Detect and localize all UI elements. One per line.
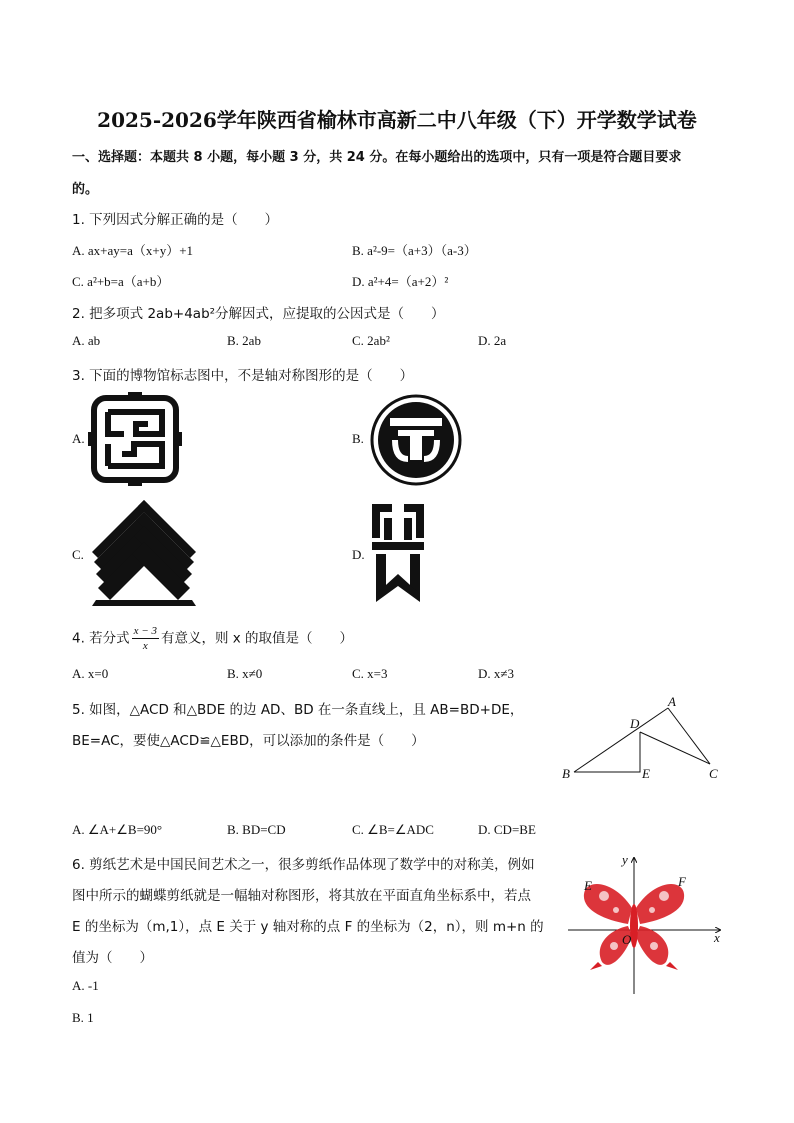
q3-option-b: B. <box>352 431 364 446</box>
q5-option-b: B. BD=CD <box>227 822 286 837</box>
q4-fraction-denominator: x <box>142 640 148 652</box>
q6-label-o: O <box>622 932 632 947</box>
q5-label-a: A <box>668 694 676 709</box>
q4-option-a: A. x=0 <box>72 666 109 681</box>
question-3-stem: 3. 下面的博物馆标志图中，不是轴对称图形的是（ ） <box>72 368 414 384</box>
q5-label-b: B <box>562 766 570 781</box>
q4-stem-post: 有意义，则 x 的取值是（ ） <box>160 630 354 647</box>
q1-option-b: B. a²-9=（a+3）（a-3） <box>352 243 477 258</box>
question-1-stem: 1. 下列因式分解正确的是（ ） <box>72 212 279 228</box>
q6-label-f: F <box>678 874 686 889</box>
question-5-line-1: 5. 如图，△ACD 和△BDE 的边 AD、BD 在一条直线上，且 AB=BD+DE， <box>72 702 524 718</box>
q3-option-d: D. <box>352 547 365 562</box>
question-6-line-3: E 的坐标为（m,1），点 E 关于 y 轴对称的点 F 的坐标为（2，n），则 m+n 的 <box>72 919 544 935</box>
q6-label-x: x <box>714 930 720 945</box>
q6-option-b: B. 1 <box>72 1010 94 1025</box>
q2-option-c: C. 2ab² <box>352 333 390 348</box>
question-5-line-2: BE=AC，要使△ACD≌△EBD，可以添加的条件是（ ） <box>72 733 425 749</box>
museum-logo-b <box>368 392 464 488</box>
q4-option-d: D. x≠3 <box>478 666 515 681</box>
question-6-line-2: 图中所示的蝴蝶剪纸就是一幅轴对称图形，将其放在平面直角坐标系中，若点 <box>72 888 531 904</box>
q1-option-d: D. a²+4=（a+2）² <box>352 274 449 289</box>
q5-option-c: C. ∠B=∠ADC <box>352 822 434 837</box>
q5-option-a: A. ∠A+∠B=90° <box>72 822 163 837</box>
section-heading: 一、选择题：本题共 8 小题，每小题 3 分，共 24 分。在每小题给出的选项中，只有一项是符合题目要求 <box>72 150 682 165</box>
q4-fraction <box>132 624 159 653</box>
q6-butterfly-figure <box>564 850 728 996</box>
q5-triangle-figure <box>556 692 726 784</box>
q4-stem-pre: 4. 若分式 <box>72 630 130 647</box>
q4-fraction-numerator: x − 3 <box>133 625 157 637</box>
exam-title: 2025-2026学年陕西省榆林市高新二中八年级（下）开学数学试卷 <box>97 108 697 132</box>
q3-option-a: A. <box>72 431 85 446</box>
museum-logo-a <box>88 392 182 486</box>
question-6-line-4: 值为（ ） <box>72 950 153 966</box>
q5-label-e: E <box>642 766 650 781</box>
section-heading-cont: 的。 <box>72 182 99 197</box>
museum-logo-c <box>88 498 200 608</box>
q1-option-a: A. ax+ay=a（x+y）+1 <box>72 243 194 258</box>
q5-label-d: D <box>630 716 640 731</box>
q6-label-y: y <box>622 852 628 867</box>
question-2-stem: 2. 把多项式 2ab+4ab²分解因式，应提取的公因式是（ ） <box>72 306 445 322</box>
q1-option-c: C. a²+b=a（a+b） <box>72 274 170 289</box>
q5-option-d: D. CD=BE <box>478 822 536 837</box>
question-6-line-1: 6. 剪纸艺术是中国民间艺术之一，很多剪纸作品体现了数学中的对称美，例如 <box>72 857 535 873</box>
q5-label-c: C <box>709 766 718 781</box>
question-4-stem <box>72 624 353 653</box>
q2-option-a: A. ab <box>72 333 101 348</box>
museum-logo-d <box>370 502 426 604</box>
q4-option-c: C. x=3 <box>352 666 388 681</box>
q2-option-d: D. 2a <box>478 333 507 348</box>
q4-option-b: B. x≠0 <box>227 666 263 681</box>
q6-label-e: E <box>584 878 592 893</box>
q2-option-b: B. 2ab <box>227 333 261 348</box>
q6-option-a: A. -1 <box>72 978 99 993</box>
q3-option-c: C. <box>72 547 84 562</box>
